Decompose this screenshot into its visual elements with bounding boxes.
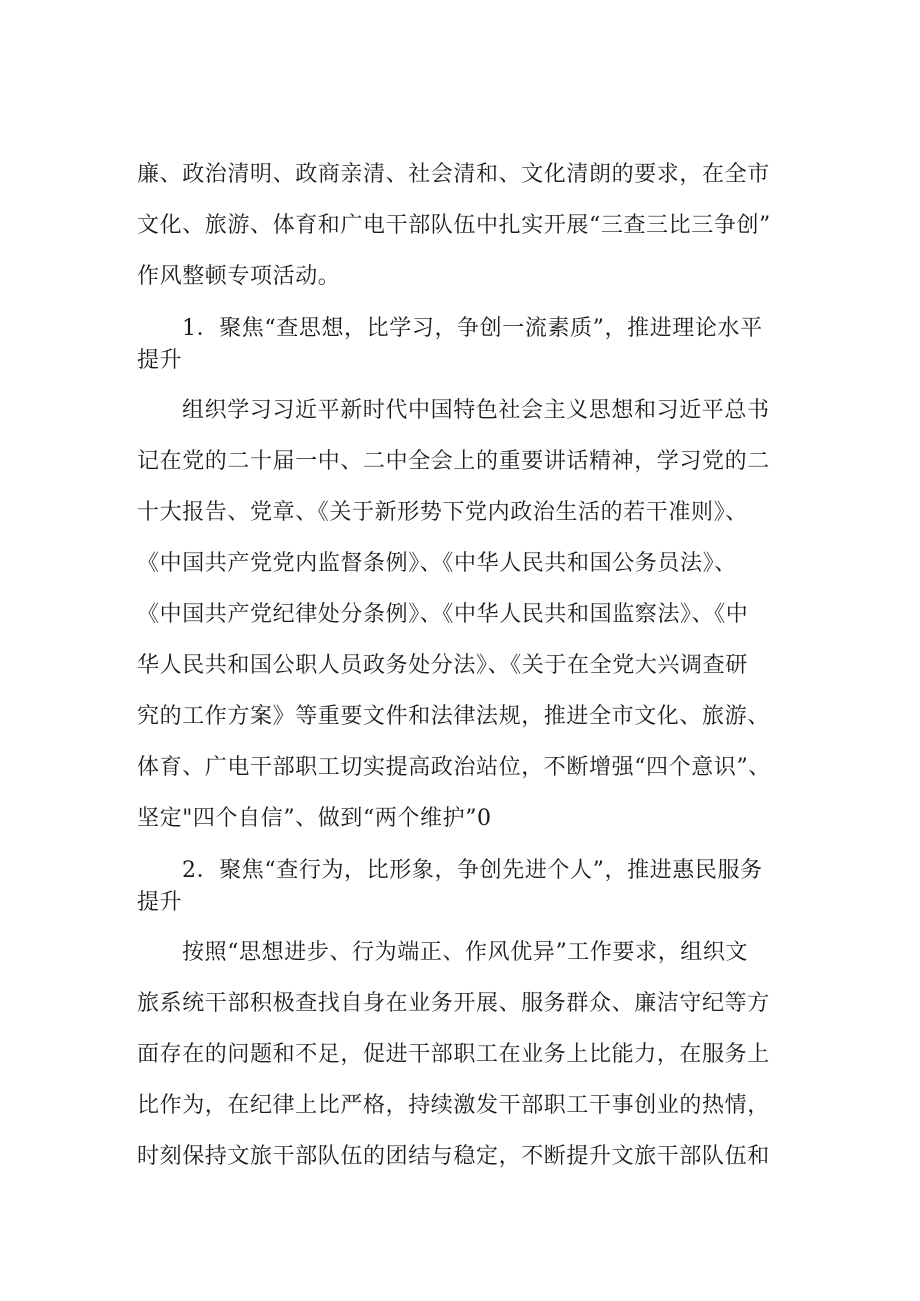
paragraph-line: 体育、广电干部职工切实提高政治站位，不断增强“四个意识”、 [137,755,771,780]
paragraph-line: 记在党的二十届一中、二中全会上的重要讲话精神，学习党的二 [137,449,770,474]
paragraph-line: 比作为，在纪律上比严格，持续激发干部职工干事创业的热情， [137,1093,770,1118]
section-heading-line: 提升 [137,348,183,373]
paragraph-line: 旅系统干部积极查找自身在业务开展、服务群众、廉洁守纪等方 [137,991,770,1016]
paragraph-line: 十大报告、党章、《关于新形势下党内政治生活的若干准则》、 [137,500,748,525]
paragraph-line: 华人民共和国公职人员政务处分法》、《关于在全党大兴调查研 [137,653,748,678]
section-heading-line: 2．聚焦“查行为，比形象，争创先进个人”，推进惠民服务 [182,858,763,883]
paragraph-line: 廉、政治清明、政商亲清、社会清和、文化清朗的要求，在全市 [137,162,770,187]
paragraph-line: 时刻保持文旅干部队伍的团结与稳定，不断提升文旅干部队伍和 [137,1144,770,1169]
paragraph-line: 面存在的问题和不足，促进干部职工在业务上比能力，在服务上 [137,1042,770,1067]
paragraph-line: 究的工作方案》等重要文件和法律法规，推进全市文化、旅游、 [137,704,770,729]
paragraph-line: 文化、旅游、体育和广电干部队伍中扎实开展“三查三比三争创” [137,213,771,238]
paragraph-line: 坚定"四个自信”、做到“两个维护”0 [137,806,492,831]
paragraph-line: 《中国共产党党内监督条例》、《中华人民共和国公务员法》、 [137,551,737,576]
paragraph-line: 按照“思想进步、行为端正、作风优异”工作要求，组织文 [182,940,749,965]
section-heading-line: 提升 [137,890,183,915]
section-heading-line: 1．聚焦“查思想，比学习，争创一流素质”，推进理论水平 [182,316,763,341]
paragraph-line: 《中国共产党纪律处分条例》、《中华人民共和国监察法》、《中 [137,602,749,627]
paragraph-line: 作风整顿专项活动。 [137,264,341,289]
paragraph-line: 组织学习习近平新时代中国特色社会主义思想和习近平总书 [182,398,770,423]
